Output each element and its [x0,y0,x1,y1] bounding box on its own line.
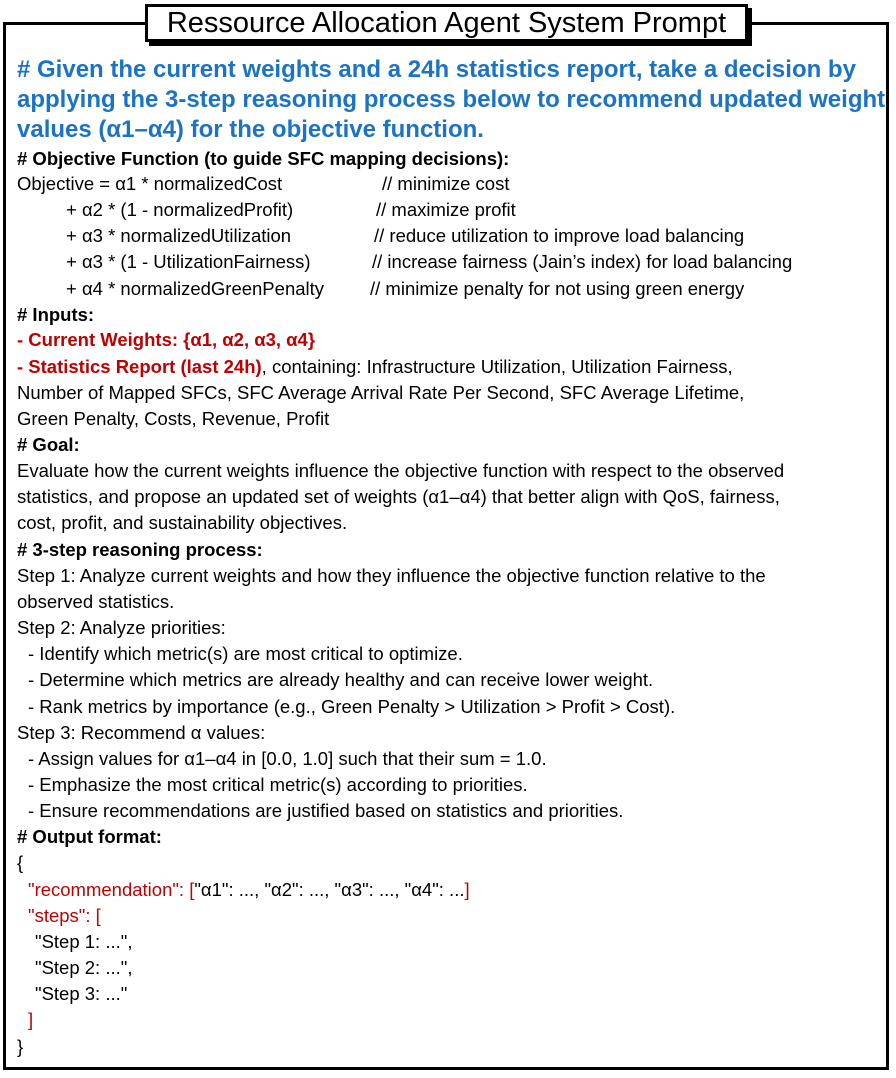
intro-heading-line-3: values (α1–α4) for the objective function. [17,116,484,143]
objective-term-5: + α4 * normalizedGreenPenalty [66,278,325,299]
process-line-8: - Assign values for α1–α4 in [0.0, 1.0] such that their sum = 1.0. [28,748,547,769]
inputs-statistics-report [17,354,733,380]
output-header: # Output format: [17,826,162,847]
objective-term-1: Objective = α1 * normalizedCost [17,173,283,194]
output-steps-close: ] [28,1009,34,1030]
process-line-4: - Identify which metric(s) are most critical to optimize. [28,643,463,664]
process-line-1: Step 1: Analyze current weights and how they influence the objective function relative to the [17,565,766,586]
process-line-6: - Rank metrics by importance (e.g., Green Penalty > Utilization > Profit > Cost). [28,696,676,717]
recommendation-values: "α1": ..., "α2": ..., "α3": ..., "α4": ... [194,879,465,900]
output-steps-key: "steps": [ [28,905,101,926]
output-step-1: "Step 1: ...", [35,931,133,952]
output-step-2: "Step 2: ...", [35,957,133,978]
inputs-current-weights: - Current Weights: {α1, α2, α3, α4} [17,329,316,350]
recommendation-close: ] [464,879,470,900]
page-title: Ressource Allocation Agent System Prompt [145,4,748,42]
objective-header: # Objective Function (to guide SFC mapping decisions): [17,148,510,169]
process-line-10: - Ensure recommendations are justified based on statistics and priorities. [28,800,624,821]
output-recommendation [28,877,470,903]
objective-term-3: + α3 * normalizedUtilization [66,225,292,246]
objective-term-2: + α2 * (1 - normalizedProfit) [66,199,294,220]
goal-header: # Goal: [17,434,80,455]
objective-term-4: + α3 * (1 - UtilizationFairness) [66,251,311,272]
intro-heading-line-2: applying the 3-step reasoning process below to recommend updated weight [17,86,886,113]
objective-comment-4: // increase fairness (Jain’s index) for load balancing [372,251,793,272]
inputs-report-line-2: Number of Mapped SFCs, SFC Average Arrival Rate Per Second, SFC Average Lifetime, [17,382,745,403]
goal-line-1: Evaluate how the current weights influence the objective function with respect to the observed [17,460,785,481]
statistics-report-label: - Statistics Report (last 24h) [17,356,262,377]
process-line-3: Step 2: Analyze priorities: [17,617,226,638]
process-line-2: observed statistics. [17,591,175,612]
process-header: # 3-step reasoning process: [17,539,263,560]
objective-comment-3: // reduce utilization to improve load balancing [374,225,745,246]
objective-comment-5: // minimize penalty for not using green energy [370,278,745,299]
process-line-9: - Emphasize the most critical metric(s) according to priorities. [28,774,528,795]
output-open-brace: { [17,852,24,873]
recommendation-key: "recommendation": [ [28,879,195,900]
goal-line-2: statistics, and propose an updated set of weights (α1–α4) that better align with QoS, fairness, [17,486,780,507]
goal-line-3: cost, profit, and sustainability objectives. [17,512,348,533]
inputs-header: # Inputs: [17,304,95,325]
process-line-5: - Determine which metrics are already healthy and can receive lower weight. [28,669,654,690]
output-close-brace: } [17,1036,24,1057]
objective-comment-1: // minimize cost [382,173,510,194]
output-step-3: "Step 3: ..." [35,983,128,1004]
statistics-report-text: , containing: Infrastructure Utilization, Utilization Fairness, [261,356,733,377]
intro-heading-line-1: # Given the current weights and a 24h statistics report, take a decision by [17,56,856,83]
objective-comment-2: // maximize profit [376,199,516,220]
inputs-report-line-3: Green Penalty, Costs, Revenue, Profit [17,408,330,429]
process-line-7: Step 3: Recommend α values: [17,722,266,743]
